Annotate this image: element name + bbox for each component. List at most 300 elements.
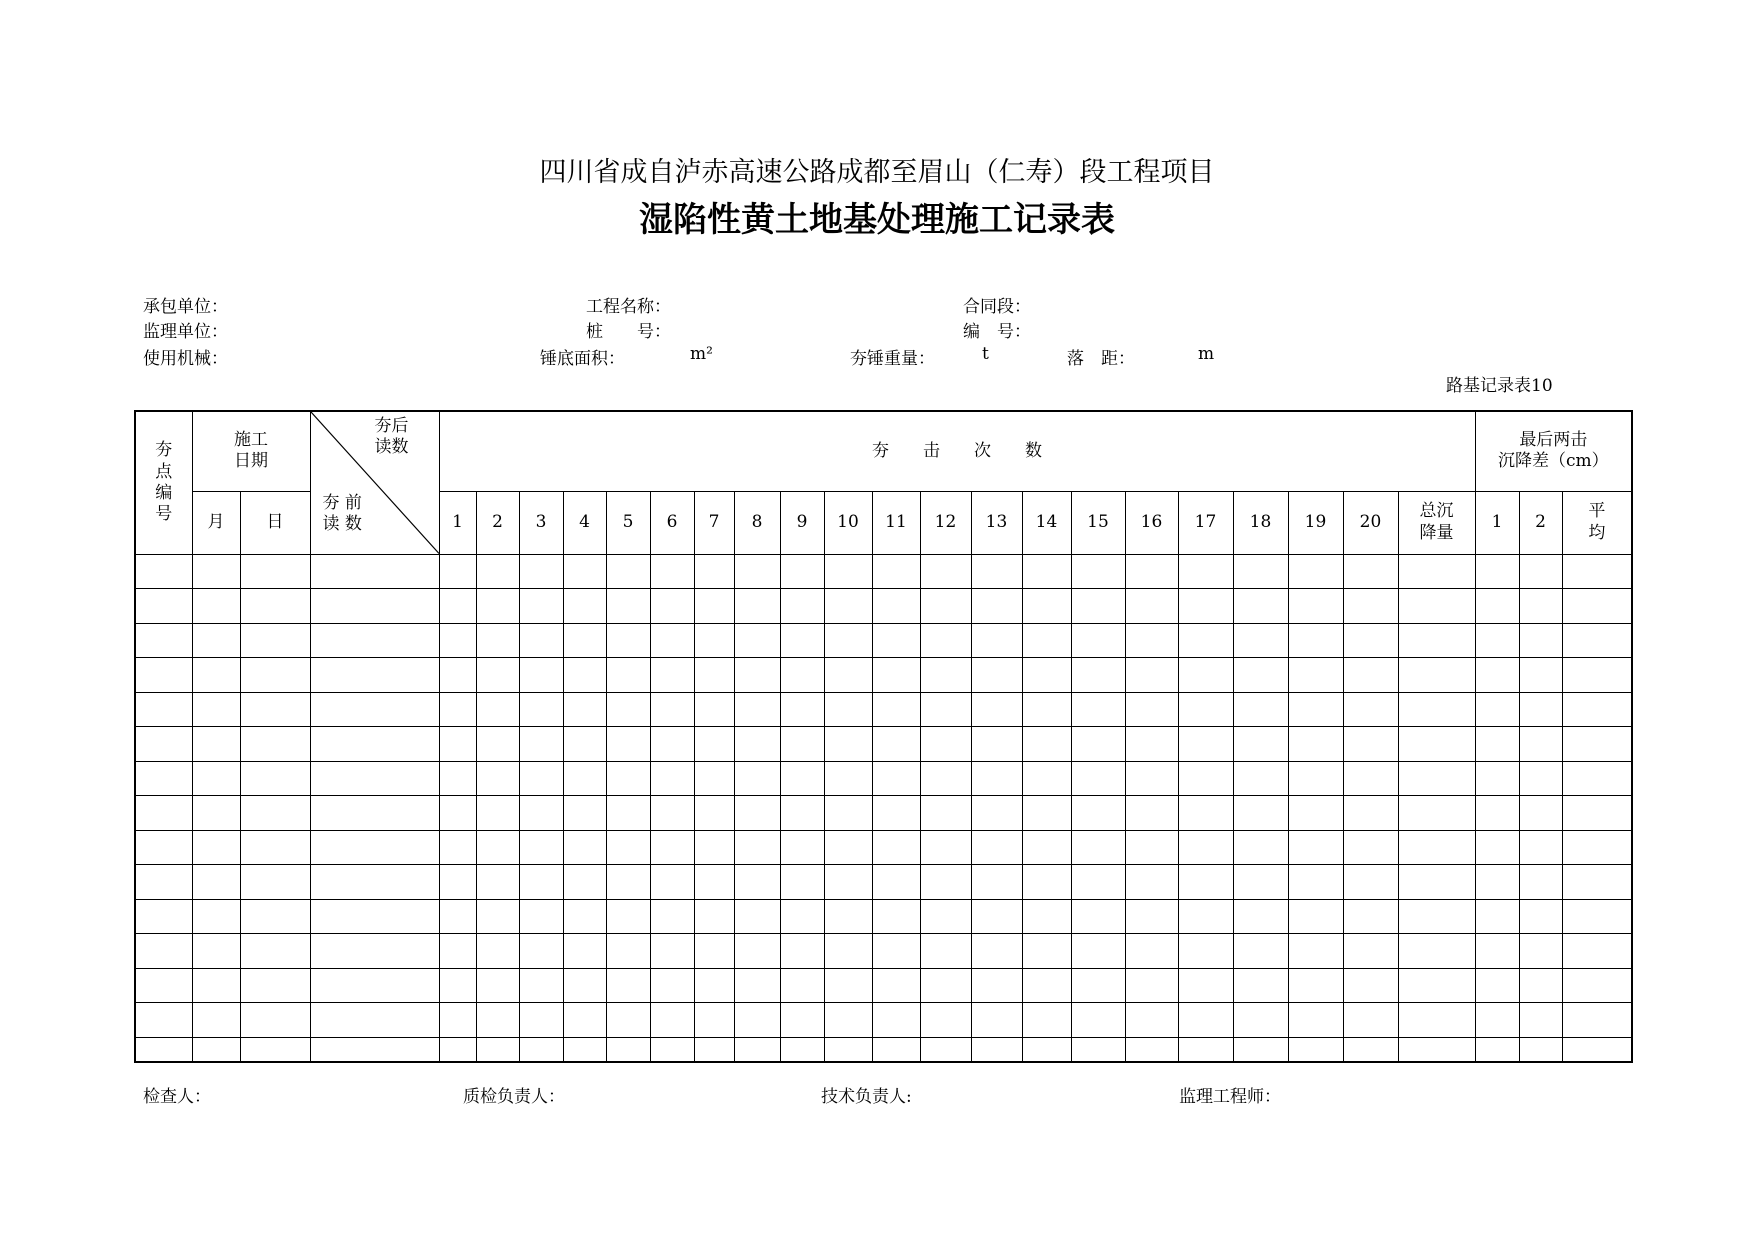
entry-cell[interactable]: [780, 1003, 824, 1038]
entry-cell[interactable]: [1475, 934, 1519, 969]
entry-cell[interactable]: [1398, 761, 1475, 796]
entry-cell[interactable]: [1398, 899, 1475, 934]
entry-cell[interactable]: [1475, 830, 1519, 865]
entry-cell[interactable]: [1562, 761, 1632, 796]
entry-cell[interactable]: [872, 658, 920, 693]
entry-cell[interactable]: [240, 1003, 310, 1038]
entry-cell[interactable]: [780, 934, 824, 969]
entry-cell[interactable]: [1022, 554, 1071, 589]
entry-cell[interactable]: [920, 761, 971, 796]
entry-cell[interactable]: [439, 830, 476, 865]
entry-cell[interactable]: [1288, 761, 1343, 796]
entry-cell[interactable]: [192, 968, 240, 1003]
entry-cell[interactable]: [1233, 1003, 1288, 1038]
entry-cell[interactable]: [650, 830, 694, 865]
entry-cell[interactable]: [650, 865, 694, 900]
entry-cell[interactable]: [1288, 934, 1343, 969]
entry-cell[interactable]: [1071, 830, 1125, 865]
entry-cell[interactable]: [1178, 761, 1233, 796]
entry-cell[interactable]: [920, 1037, 971, 1062]
entry-cell[interactable]: [1071, 934, 1125, 969]
entry-cell[interactable]: [824, 830, 872, 865]
entry-cell[interactable]: [650, 692, 694, 727]
entry-cell[interactable]: [920, 692, 971, 727]
entry-cell[interactable]: [971, 1003, 1022, 1038]
entry-cell[interactable]: [439, 1003, 476, 1038]
entry-cell[interactable]: [192, 658, 240, 693]
entry-cell[interactable]: [606, 830, 650, 865]
entry-cell[interactable]: [1071, 899, 1125, 934]
entry-cell[interactable]: [1125, 1037, 1178, 1062]
entry-cell[interactable]: [694, 554, 734, 589]
entry-cell[interactable]: [780, 1037, 824, 1062]
entry-cell[interactable]: [1125, 692, 1178, 727]
entry-cell[interactable]: [1343, 1037, 1398, 1062]
entry-cell[interactable]: [1022, 934, 1071, 969]
entry-cell[interactable]: [1233, 830, 1288, 865]
entry-cell[interactable]: [650, 968, 694, 1003]
entry-cell[interactable]: [135, 968, 192, 1003]
entry-cell[interactable]: [1398, 727, 1475, 762]
entry-cell[interactable]: [1071, 658, 1125, 693]
entry-cell[interactable]: [1519, 1037, 1562, 1062]
entry-cell[interactable]: [563, 796, 606, 831]
entry-cell[interactable]: [563, 692, 606, 727]
entry-cell[interactable]: [439, 899, 476, 934]
entry-cell[interactable]: [519, 658, 563, 693]
entry-cell[interactable]: [1288, 589, 1343, 624]
entry-cell[interactable]: [1022, 1003, 1071, 1038]
entry-cell[interactable]: [694, 623, 734, 658]
entry-cell[interactable]: [240, 796, 310, 831]
entry-cell[interactable]: [734, 727, 780, 762]
entry-cell[interactable]: [563, 934, 606, 969]
entry-cell[interactable]: [439, 934, 476, 969]
entry-cell[interactable]: [310, 796, 439, 831]
entry-cell[interactable]: [1125, 796, 1178, 831]
entry-cell[interactable]: [1125, 934, 1178, 969]
entry-cell[interactable]: [1125, 830, 1178, 865]
entry-cell[interactable]: [1125, 658, 1178, 693]
entry-cell[interactable]: [920, 899, 971, 934]
entry-cell[interactable]: [1178, 934, 1233, 969]
entry-cell[interactable]: [476, 727, 519, 762]
entry-cell[interactable]: [563, 727, 606, 762]
entry-cell[interactable]: [135, 796, 192, 831]
entry-cell[interactable]: [1519, 727, 1562, 762]
entry-cell[interactable]: [1398, 865, 1475, 900]
entry-cell[interactable]: [734, 899, 780, 934]
entry-cell[interactable]: [780, 623, 824, 658]
entry-cell[interactable]: [563, 1003, 606, 1038]
entry-cell[interactable]: [1071, 727, 1125, 762]
entry-cell[interactable]: [1071, 1003, 1125, 1038]
entry-cell[interactable]: [135, 761, 192, 796]
entry-cell[interactable]: [310, 865, 439, 900]
entry-cell[interactable]: [1562, 968, 1632, 1003]
entry-cell[interactable]: [135, 1037, 192, 1062]
entry-cell[interactable]: [872, 727, 920, 762]
entry-cell[interactable]: [734, 1003, 780, 1038]
entry-cell[interactable]: [824, 623, 872, 658]
entry-cell[interactable]: [1233, 968, 1288, 1003]
entry-cell[interactable]: [824, 761, 872, 796]
entry-cell[interactable]: [310, 554, 439, 589]
entry-cell[interactable]: [1343, 589, 1398, 624]
entry-cell[interactable]: [650, 899, 694, 934]
entry-cell[interactable]: [971, 623, 1022, 658]
entry-cell[interactable]: [1562, 658, 1632, 693]
entry-cell[interactable]: [439, 968, 476, 1003]
entry-cell[interactable]: [192, 589, 240, 624]
entry-cell[interactable]: [240, 589, 310, 624]
entry-cell[interactable]: [971, 761, 1022, 796]
entry-cell[interactable]: [920, 934, 971, 969]
entry-cell[interactable]: [1475, 968, 1519, 1003]
entry-cell[interactable]: [1125, 1003, 1178, 1038]
entry-cell[interactable]: [1343, 692, 1398, 727]
entry-cell[interactable]: [971, 727, 1022, 762]
entry-cell[interactable]: [1288, 865, 1343, 900]
entry-cell[interactable]: [650, 554, 694, 589]
entry-cell[interactable]: [1288, 658, 1343, 693]
entry-cell[interactable]: [1071, 796, 1125, 831]
entry-cell[interactable]: [1562, 623, 1632, 658]
entry-cell[interactable]: [1288, 727, 1343, 762]
entry-cell[interactable]: [1178, 623, 1233, 658]
entry-cell[interactable]: [192, 934, 240, 969]
entry-cell[interactable]: [1343, 658, 1398, 693]
entry-cell[interactable]: [1022, 1037, 1071, 1062]
entry-cell[interactable]: [780, 554, 824, 589]
entry-cell[interactable]: [650, 589, 694, 624]
entry-cell[interactable]: [1288, 899, 1343, 934]
entry-cell[interactable]: [920, 589, 971, 624]
entry-cell[interactable]: [563, 623, 606, 658]
entry-cell[interactable]: [650, 1037, 694, 1062]
entry-cell[interactable]: [1178, 899, 1233, 934]
entry-cell[interactable]: [1288, 1037, 1343, 1062]
entry-cell[interactable]: [1022, 623, 1071, 658]
entry-cell[interactable]: [192, 830, 240, 865]
entry-cell[interactable]: [694, 865, 734, 900]
entry-cell[interactable]: [563, 554, 606, 589]
entry-cell[interactable]: [780, 761, 824, 796]
entry-cell[interactable]: [734, 589, 780, 624]
entry-cell[interactable]: [439, 761, 476, 796]
entry-cell[interactable]: [1398, 934, 1475, 969]
entry-cell[interactable]: [519, 554, 563, 589]
entry-cell[interactable]: [1288, 623, 1343, 658]
entry-cell[interactable]: [1475, 692, 1519, 727]
entry-cell[interactable]: [1233, 554, 1288, 589]
entry-cell[interactable]: [1125, 727, 1178, 762]
entry-cell[interactable]: [872, 968, 920, 1003]
entry-cell[interactable]: [240, 761, 310, 796]
entry-cell[interactable]: [476, 761, 519, 796]
entry-cell[interactable]: [1233, 658, 1288, 693]
entry-cell[interactable]: [920, 830, 971, 865]
entry-cell[interactable]: [1071, 865, 1125, 900]
entry-cell[interactable]: [1178, 554, 1233, 589]
entry-cell[interactable]: [1288, 968, 1343, 1003]
entry-cell[interactable]: [1233, 796, 1288, 831]
entry-cell[interactable]: [476, 623, 519, 658]
entry-cell[interactable]: [476, 865, 519, 900]
entry-cell[interactable]: [734, 658, 780, 693]
entry-cell[interactable]: [1178, 865, 1233, 900]
entry-cell[interactable]: [135, 589, 192, 624]
entry-cell[interactable]: [650, 761, 694, 796]
entry-cell[interactable]: [1519, 692, 1562, 727]
entry-cell[interactable]: [1233, 692, 1288, 727]
entry-cell[interactable]: [1519, 761, 1562, 796]
entry-cell[interactable]: [780, 692, 824, 727]
entry-cell[interactable]: [734, 1037, 780, 1062]
entry-cell[interactable]: [824, 658, 872, 693]
entry-cell[interactable]: [476, 1003, 519, 1038]
entry-cell[interactable]: [1022, 865, 1071, 900]
entry-cell[interactable]: [1178, 658, 1233, 693]
entry-cell[interactable]: [519, 692, 563, 727]
entry-cell[interactable]: [606, 623, 650, 658]
entry-cell[interactable]: [1519, 934, 1562, 969]
entry-cell[interactable]: [240, 1037, 310, 1062]
entry-cell[interactable]: [1178, 796, 1233, 831]
entry-cell[interactable]: [1071, 1037, 1125, 1062]
entry-cell[interactable]: [920, 658, 971, 693]
entry-cell[interactable]: [563, 658, 606, 693]
entry-cell[interactable]: [606, 692, 650, 727]
entry-cell[interactable]: [1125, 761, 1178, 796]
entry-cell[interactable]: [606, 968, 650, 1003]
entry-cell[interactable]: [519, 865, 563, 900]
entry-cell[interactable]: [1343, 623, 1398, 658]
entry-cell[interactable]: [1475, 727, 1519, 762]
entry-cell[interactable]: [192, 692, 240, 727]
entry-cell[interactable]: [971, 658, 1022, 693]
entry-cell[interactable]: [519, 1003, 563, 1038]
entry-cell[interactable]: [1343, 830, 1398, 865]
entry-cell[interactable]: [971, 899, 1022, 934]
entry-cell[interactable]: [1178, 727, 1233, 762]
entry-cell[interactable]: [971, 934, 1022, 969]
entry-cell[interactable]: [1022, 727, 1071, 762]
entry-cell[interactable]: [135, 934, 192, 969]
entry-cell[interactable]: [135, 727, 192, 762]
entry-cell[interactable]: [1071, 761, 1125, 796]
entry-cell[interactable]: [824, 1003, 872, 1038]
entry-cell[interactable]: [310, 934, 439, 969]
entry-cell[interactable]: [971, 692, 1022, 727]
entry-cell[interactable]: [1519, 830, 1562, 865]
entry-cell[interactable]: [734, 692, 780, 727]
entry-cell[interactable]: [824, 899, 872, 934]
entry-cell[interactable]: [734, 968, 780, 1003]
entry-cell[interactable]: [1398, 830, 1475, 865]
entry-cell[interactable]: [439, 589, 476, 624]
entry-cell[interactable]: [872, 934, 920, 969]
entry-cell[interactable]: [694, 830, 734, 865]
entry-cell[interactable]: [920, 1003, 971, 1038]
entry-cell[interactable]: [310, 727, 439, 762]
entry-cell[interactable]: [971, 830, 1022, 865]
entry-cell[interactable]: [240, 899, 310, 934]
entry-cell[interactable]: [734, 865, 780, 900]
entry-cell[interactable]: [1022, 589, 1071, 624]
entry-cell[interactable]: [1398, 968, 1475, 1003]
entry-cell[interactable]: [1178, 1037, 1233, 1062]
entry-cell[interactable]: [780, 796, 824, 831]
entry-cell[interactable]: [310, 761, 439, 796]
entry-cell[interactable]: [1475, 554, 1519, 589]
entry-cell[interactable]: [192, 1003, 240, 1038]
entry-cell[interactable]: [135, 1003, 192, 1038]
entry-cell[interactable]: [1398, 1037, 1475, 1062]
entry-cell[interactable]: [606, 761, 650, 796]
entry-cell[interactable]: [1125, 623, 1178, 658]
entry-cell[interactable]: [872, 761, 920, 796]
entry-cell[interactable]: [1562, 934, 1632, 969]
entry-cell[interactable]: [872, 865, 920, 900]
entry-cell[interactable]: [1022, 658, 1071, 693]
entry-cell[interactable]: [240, 968, 310, 1003]
entry-cell[interactable]: [824, 692, 872, 727]
entry-cell[interactable]: [650, 727, 694, 762]
entry-cell[interactable]: [1288, 796, 1343, 831]
entry-cell[interactable]: [1475, 899, 1519, 934]
entry-cell[interactable]: [1178, 589, 1233, 624]
entry-cell[interactable]: [310, 658, 439, 693]
entry-cell[interactable]: [1343, 727, 1398, 762]
entry-cell[interactable]: [780, 968, 824, 1003]
entry-cell[interactable]: [135, 899, 192, 934]
entry-cell[interactable]: [606, 554, 650, 589]
entry-cell[interactable]: [1071, 968, 1125, 1003]
entry-cell[interactable]: [563, 589, 606, 624]
entry-cell[interactable]: [563, 761, 606, 796]
entry-cell[interactable]: [192, 761, 240, 796]
entry-cell[interactable]: [1125, 968, 1178, 1003]
entry-cell[interactable]: [310, 589, 439, 624]
entry-cell[interactable]: [780, 830, 824, 865]
entry-cell[interactable]: [824, 1037, 872, 1062]
entry-cell[interactable]: [240, 830, 310, 865]
entry-cell[interactable]: [439, 1037, 476, 1062]
entry-cell[interactable]: [606, 934, 650, 969]
entry-cell[interactable]: [192, 554, 240, 589]
entry-cell[interactable]: [1343, 968, 1398, 1003]
entry-cell[interactable]: [780, 865, 824, 900]
entry-cell[interactable]: [872, 554, 920, 589]
entry-cell[interactable]: [439, 554, 476, 589]
entry-cell[interactable]: [1562, 796, 1632, 831]
entry-cell[interactable]: [1343, 554, 1398, 589]
entry-cell[interactable]: [476, 554, 519, 589]
entry-cell[interactable]: [872, 1037, 920, 1062]
entry-cell[interactable]: [135, 692, 192, 727]
entry-cell[interactable]: [694, 658, 734, 693]
entry-cell[interactable]: [1022, 796, 1071, 831]
entry-cell[interactable]: [1519, 865, 1562, 900]
entry-cell[interactable]: [1125, 865, 1178, 900]
entry-cell[interactable]: [1562, 899, 1632, 934]
entry-cell[interactable]: [734, 796, 780, 831]
entry-cell[interactable]: [1475, 796, 1519, 831]
entry-cell[interactable]: [563, 865, 606, 900]
entry-cell[interactable]: [1562, 865, 1632, 900]
entry-cell[interactable]: [1071, 692, 1125, 727]
entry-cell[interactable]: [872, 899, 920, 934]
entry-cell[interactable]: [563, 830, 606, 865]
entry-cell[interactable]: [1519, 796, 1562, 831]
entry-cell[interactable]: [439, 623, 476, 658]
entry-cell[interactable]: [1562, 1003, 1632, 1038]
entry-cell[interactable]: [1233, 623, 1288, 658]
entry-cell[interactable]: [694, 934, 734, 969]
entry-cell[interactable]: [563, 1037, 606, 1062]
entry-cell[interactable]: [1178, 968, 1233, 1003]
entry-cell[interactable]: [476, 589, 519, 624]
entry-cell[interactable]: [310, 692, 439, 727]
entry-cell[interactable]: [240, 692, 310, 727]
entry-cell[interactable]: [1071, 589, 1125, 624]
entry-cell[interactable]: [192, 727, 240, 762]
entry-cell[interactable]: [519, 934, 563, 969]
entry-cell[interactable]: [135, 623, 192, 658]
entry-cell[interactable]: [240, 865, 310, 900]
entry-cell[interactable]: [1519, 968, 1562, 1003]
entry-cell[interactable]: [1022, 830, 1071, 865]
entry-cell[interactable]: [1288, 554, 1343, 589]
entry-cell[interactable]: [1475, 658, 1519, 693]
entry-cell[interactable]: [1343, 1003, 1398, 1038]
entry-cell[interactable]: [1519, 589, 1562, 624]
entry-cell[interactable]: [476, 934, 519, 969]
entry-cell[interactable]: [519, 727, 563, 762]
entry-cell[interactable]: [519, 761, 563, 796]
entry-cell[interactable]: [1398, 589, 1475, 624]
entry-cell[interactable]: [135, 658, 192, 693]
entry-cell[interactable]: [971, 589, 1022, 624]
entry-cell[interactable]: [1519, 1003, 1562, 1038]
entry-cell[interactable]: [1562, 589, 1632, 624]
entry-cell[interactable]: [824, 796, 872, 831]
entry-cell[interactable]: [780, 727, 824, 762]
entry-cell[interactable]: [519, 589, 563, 624]
entry-cell[interactable]: [1233, 899, 1288, 934]
entry-cell[interactable]: [606, 865, 650, 900]
entry-cell[interactable]: [1178, 1003, 1233, 1038]
entry-cell[interactable]: [694, 589, 734, 624]
entry-cell[interactable]: [1475, 1003, 1519, 1038]
entry-cell[interactable]: [1233, 934, 1288, 969]
entry-cell[interactable]: [240, 658, 310, 693]
entry-cell[interactable]: [1233, 865, 1288, 900]
entry-cell[interactable]: [192, 899, 240, 934]
entry-cell[interactable]: [872, 623, 920, 658]
entry-cell[interactable]: [135, 830, 192, 865]
entry-cell[interactable]: [606, 589, 650, 624]
entry-cell[interactable]: [439, 796, 476, 831]
entry-cell[interactable]: [1475, 865, 1519, 900]
entry-cell[interactable]: [824, 865, 872, 900]
entry-cell[interactable]: [824, 589, 872, 624]
entry-cell[interactable]: [606, 1037, 650, 1062]
entry-cell[interactable]: [240, 727, 310, 762]
entry-cell[interactable]: [920, 968, 971, 1003]
entry-cell[interactable]: [192, 796, 240, 831]
